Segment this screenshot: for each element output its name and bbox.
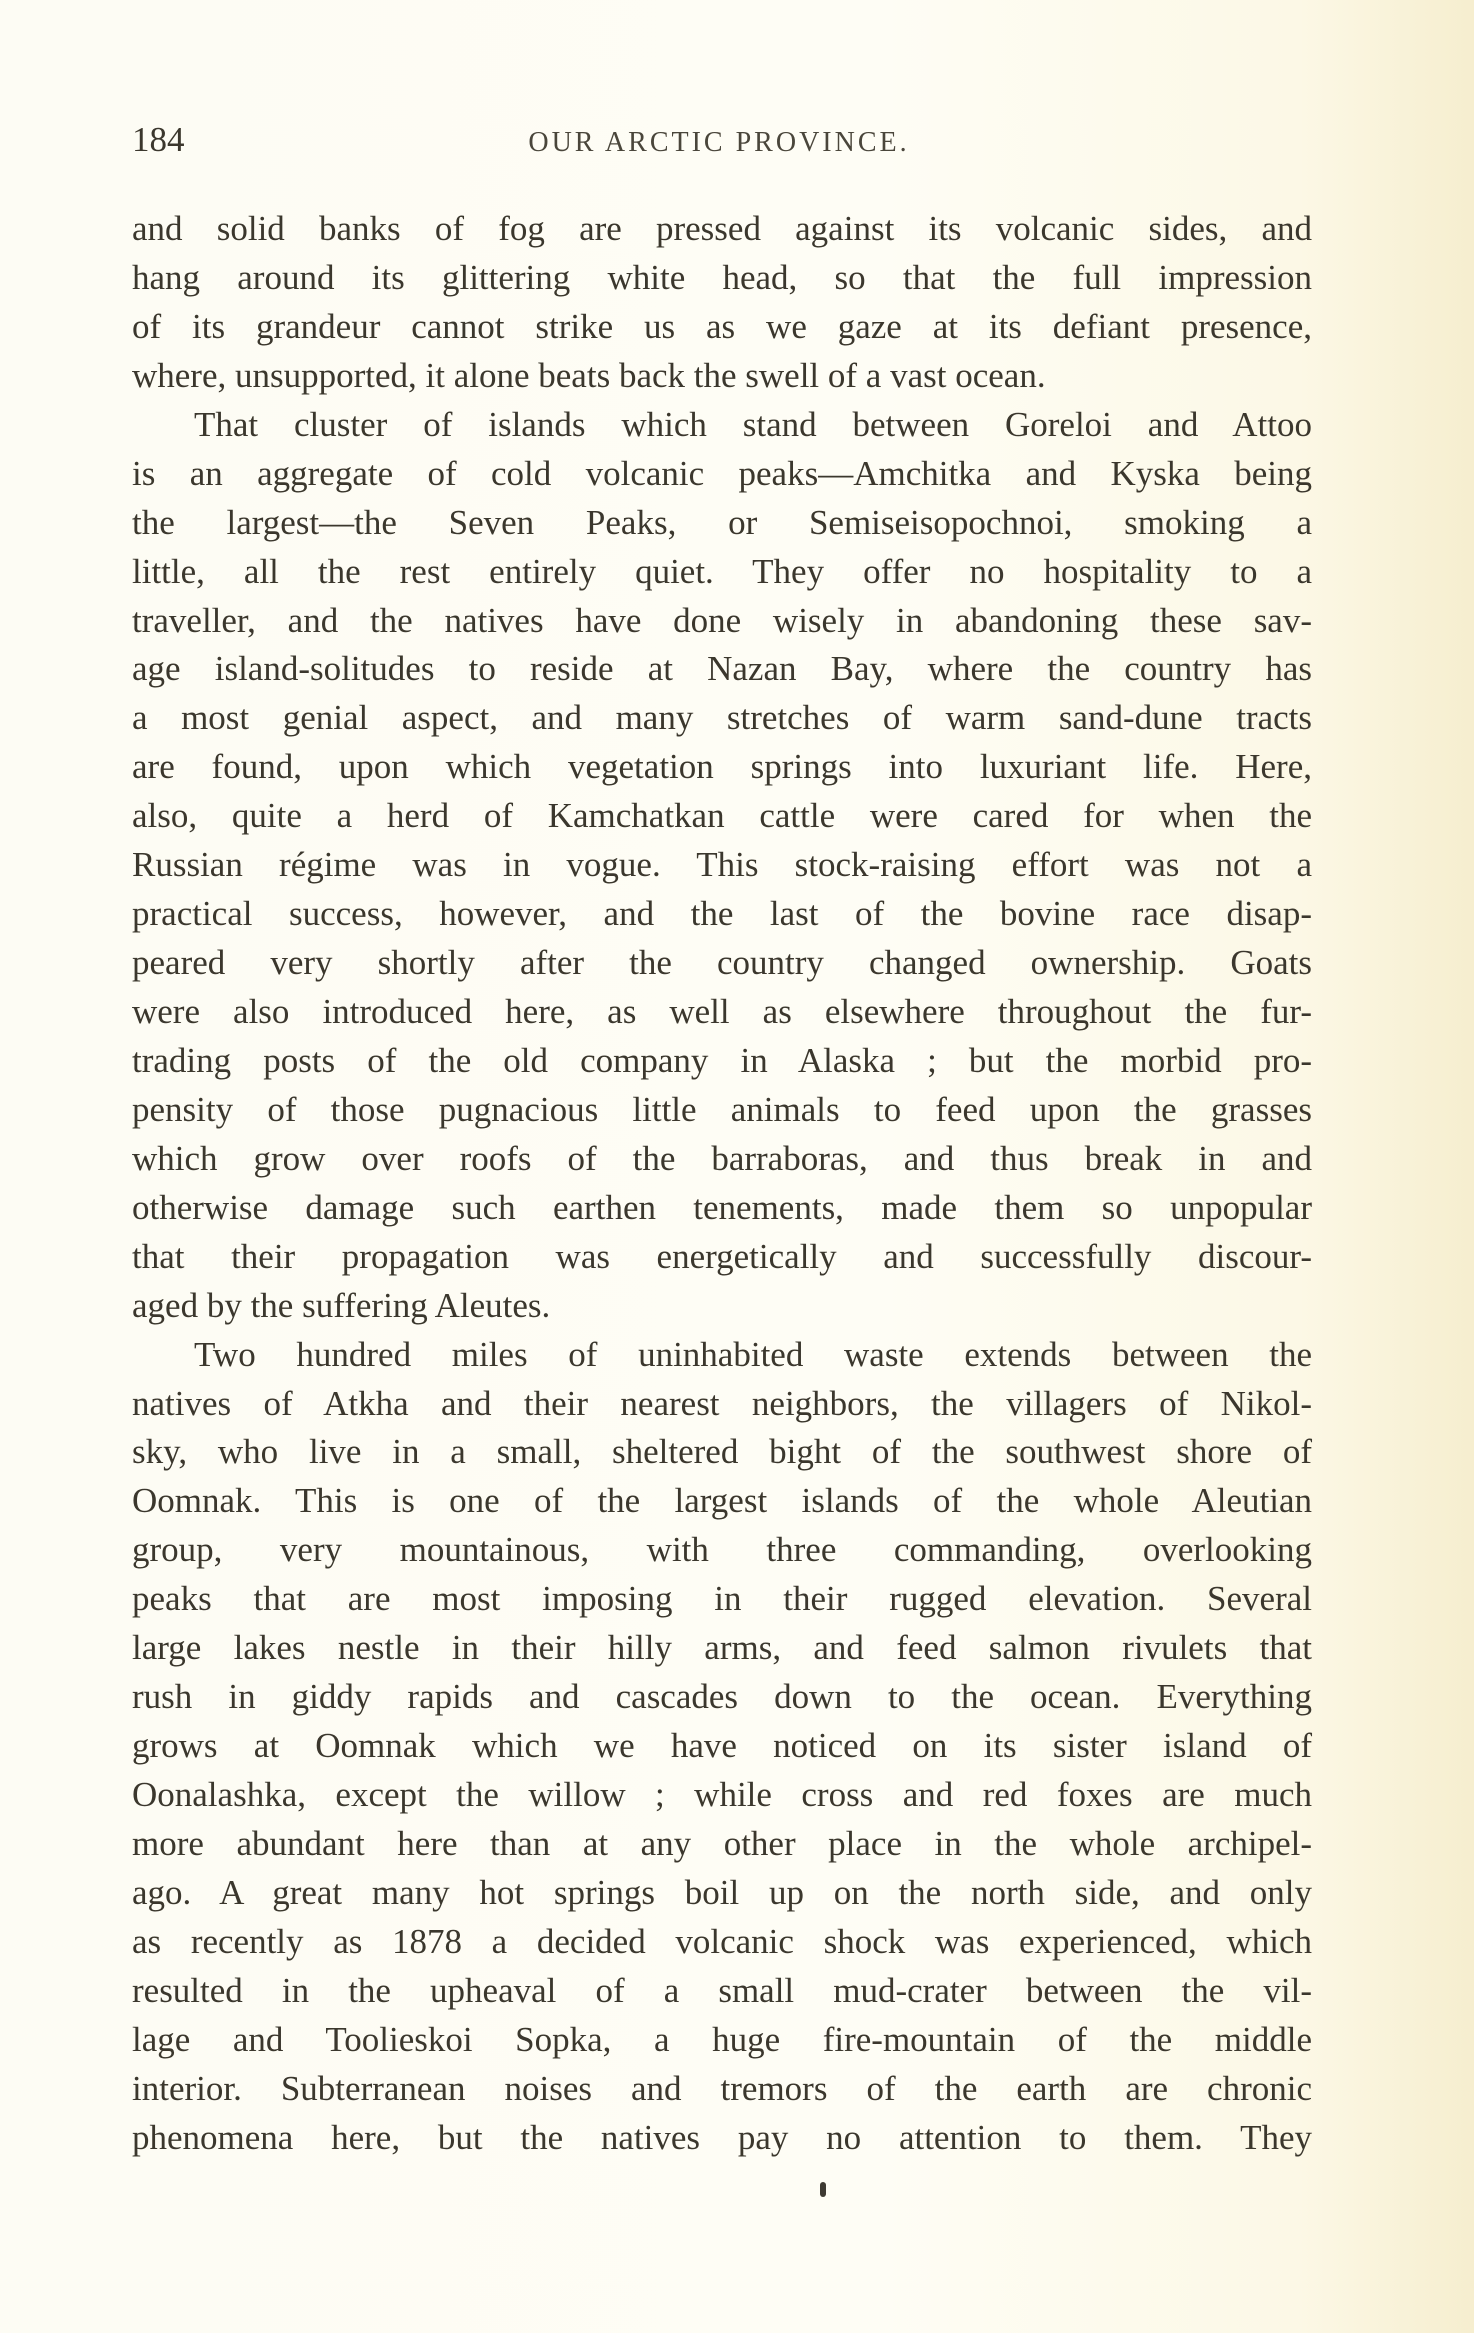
- running-title: OUR ARCTIC PROVINCE.: [528, 127, 910, 158]
- text-line: Russian régime was in vogue. This stock-raising effort was not a: [132, 845, 1312, 885]
- text-line: of its grandeur cannot strike us as we gaze at its defiant presence,: [132, 306, 1312, 346]
- running-head: [132, 118, 1312, 162]
- text-line: are found, upon which vegetation springs into luxuriant life. Here,: [132, 747, 1312, 787]
- text-line: which grow over roofs of the barraboras, and thus break in and: [132, 1138, 1312, 1178]
- text-line: sky, who live in a small, sheltered bight of the southwest shore of: [132, 1432, 1312, 1472]
- text-line: were also introduced here, as well as elsewhere throughout the fur-: [132, 992, 1312, 1031]
- text-line: pensity of those pugnacious little animals to feed upon the grasses: [132, 1089, 1312, 1129]
- text-line: peared very shortly after the country changed ownership. Goats: [132, 943, 1312, 983]
- text-line: the largest—the Seven Peaks, or Semiseisopochnoi, smoking a: [132, 502, 1312, 542]
- body-text: [132, 205, 1312, 2163]
- text-line: that their propagation was energetically and successfully discour-: [132, 1236, 1312, 1276]
- text-line: peaks that are most imposing in their rugged elevation. Several: [132, 1579, 1312, 1619]
- paragraph-first-line: Two hundred miles of uninhabited waste extends between the: [194, 1334, 1312, 1374]
- text-line: as recently as 1878 a decided volcanic shock was experienced, which: [132, 1921, 1312, 1961]
- text-line: phenomena here, but the natives pay no attention to them. They: [132, 2117, 1312, 2157]
- text-line: age island-solitudes to reside at Nazan Bay, where the country has: [132, 649, 1312, 689]
- text-line: a most genial aspect, and many stretches of warm sand-dune tracts: [132, 698, 1312, 738]
- text-line: Oomnak. This is one of the largest islands of the whole Aleutian: [132, 1481, 1312, 1521]
- text-line: is an aggregate of cold volcanic peaks—Amchitka and Kyska being: [132, 453, 1312, 493]
- text-line: ago. A great many hot springs boil up on the north side, and only: [132, 1872, 1312, 1912]
- text-line: traveller, and the natives have done wisely in abandoning these sav-: [132, 600, 1312, 640]
- text-line: aged by the suffering Aleutes.: [132, 1285, 551, 1325]
- text-line: lage and Toolieskoi Sopka, a huge fire-mountain of the middle: [132, 2019, 1312, 2059]
- text-line: large lakes nestle in their hilly arms, and feed salmon rivulets that: [132, 1628, 1312, 1668]
- printer-mark: [820, 2182, 826, 2197]
- text-line: grows at Oomnak which we have noticed on its sister island of: [132, 1726, 1312, 1766]
- text-line: and solid banks of fog are pressed against its volcanic sides, and: [132, 209, 1312, 248]
- text-line: interior. Subterranean noises and tremors of the earth are chronic: [132, 2068, 1312, 2108]
- text-line: natives of Atkha and their nearest neighbors, the villagers of Nikol-: [132, 1383, 1312, 1423]
- text-line: otherwise damage such earthen tenements, made them so unpopular: [132, 1187, 1312, 1227]
- paragraph-first-line: That cluster of islands which stand between Goreloi and Attoo: [194, 404, 1312, 444]
- page-number: 184: [132, 120, 185, 159]
- text-line: rush in giddy rapids and cascades down to the ocean. Everything: [132, 1677, 1312, 1717]
- text-line: more abundant here than at any other place in the whole archipel-: [132, 1823, 1312, 1863]
- text-line: trading posts of the old company in Alaska ; but the morbid pro-: [132, 1040, 1312, 1080]
- text-line: Oonalashka, except the willow ; while cross and red foxes are much: [132, 1775, 1312, 1814]
- text-line: hang around its glittering white head, so that the full impression: [132, 257, 1312, 297]
- text-line: practical success, however, and the last of the bovine race disap-: [132, 894, 1312, 934]
- text-line: also, quite a herd of Kamchatkan cattle were cared for when the: [132, 796, 1312, 836]
- text-line: little, all the rest entirely quiet. They offer no hospitality to a: [132, 551, 1312, 591]
- text-line: group, very mountainous, with three commanding, overlooking: [132, 1530, 1312, 1570]
- text-line: where, unsupported, it alone beats back the swell of a vast ocean.: [132, 355, 1046, 395]
- text-line: resulted in the upheaval of a small mud-crater between the vil-: [132, 1970, 1312, 2010]
